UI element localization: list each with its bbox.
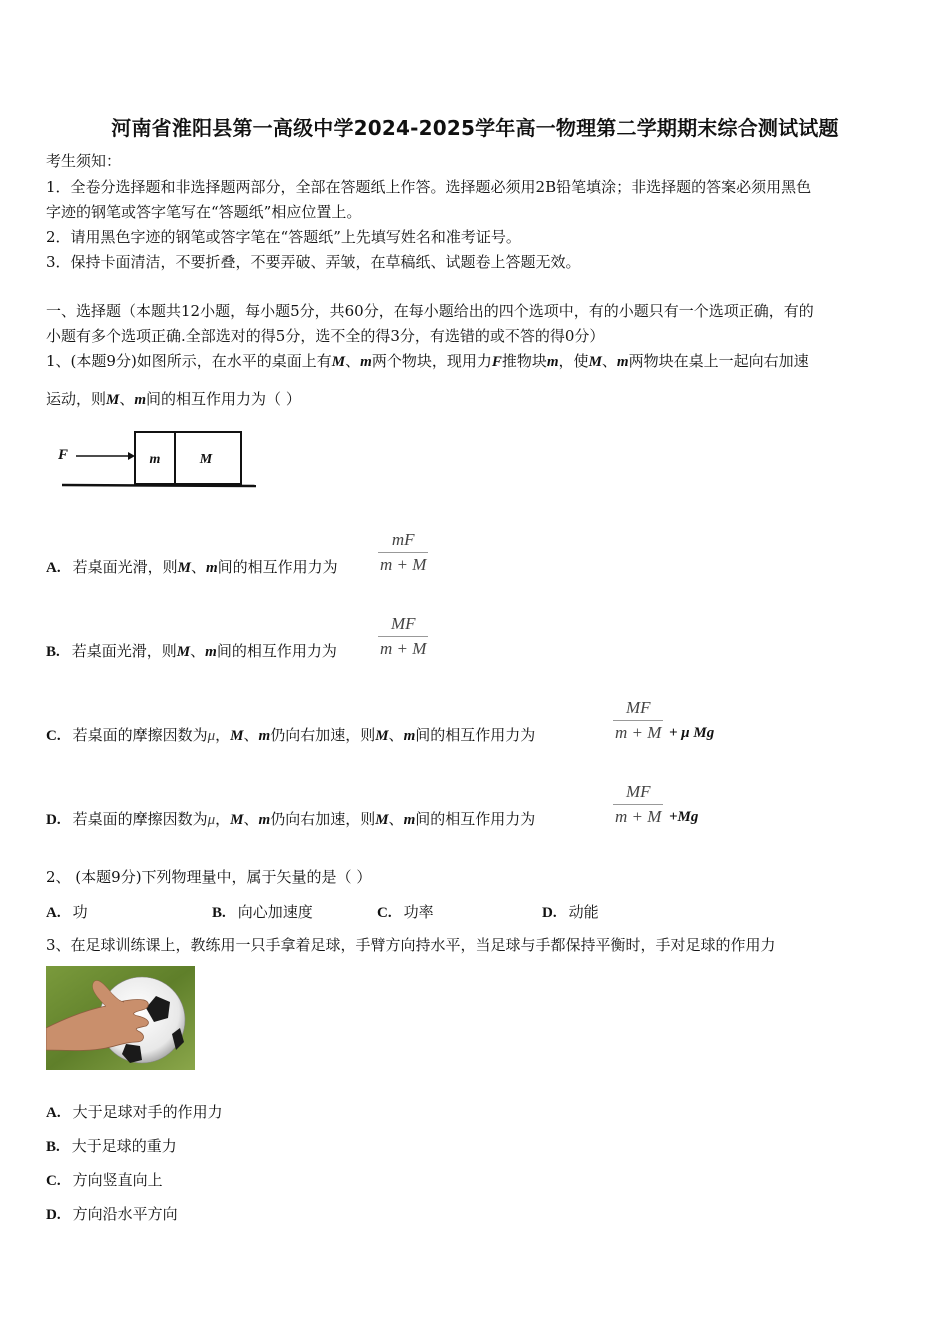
notice-item-1-cont: 字迹的钢笔或答字笔写在“答题纸”相应位置上。 [46, 203, 362, 221]
page-title: 河南省淮阳县第一高级中学2024-2025学年高一物理第二学期期末综合测试试题 [111, 116, 839, 140]
blocks-force-diagram [56, 424, 266, 494]
q2-stem: 2、 (本题9分)下列物理量中，属于矢量的是（ ） [46, 868, 372, 886]
section-heading: 一、选择题（本题共12小题，每小题5分，共60分，在每小题给出的四个选项中，有的小题只有一个选项正确，有的 [46, 302, 814, 320]
q2-option-c: C. 功率 [377, 903, 434, 921]
notice-item-3: 3．保持卡面清洁，不要折叠，不要弄破、弄皱，在草稿纸、试题卷上答题无效。 [46, 253, 581, 271]
force-label: F [58, 447, 69, 463]
q3-option-b: B. 大于足球的重力 [46, 1137, 177, 1155]
q3-option-c: C. 方向竖直向上 [46, 1171, 163, 1189]
q2-option-d: D. 动能 [542, 903, 599, 921]
q2-option-a: A. 功 [46, 903, 88, 921]
force-arrow-head [128, 452, 135, 460]
q3-option-d: D. 方向沿水平方向 [46, 1205, 178, 1223]
q1-option-d-tail: +Mg [669, 809, 699, 825]
q1-option-a: A. 若桌面光滑，则M、m间的相互作用力为 [46, 558, 338, 576]
notice-item-1: 1．全卷分选择题和非选择题两部分，全部在答题纸上作答。选择题必须用2B铅笔填涂；非选择题的答案必须用黑色 [46, 178, 812, 196]
q1-option-b-fraction: MF m + M [380, 614, 427, 658]
q1-option-b: B. 若桌面光滑，则M、m间的相互作用力为 [46, 642, 337, 660]
q3-option-a: A. 大于足球对手的作用力 [46, 1103, 223, 1121]
notice-item-2: 2．请用黑色字迹的钢笔或答字笔在“答题纸”上先填写姓名和准考证号。 [46, 228, 521, 246]
q2-option-b: B. 向心加速度 [212, 903, 313, 921]
block-m-label: m [149, 452, 161, 467]
q1-stem-line2: 运动，则M、m间的相互作用力为（ ） [46, 390, 301, 408]
section-heading-cont: 小题有多个选项正确.全部选对的得5分，选不全的得3分，有选错的或不答的得0分） [46, 327, 605, 345]
q1-option-c-fraction: MF m + M [615, 698, 662, 742]
q1-option-c-tail: + μ Mg [669, 725, 715, 741]
q3-stem: 3、在足球训练课上，教练用一只手拿着足球，手臂方向持水平，当足球与手都保持平衡时，手对足球的作用力 [46, 936, 776, 954]
q1-stem-line1: 1、(本题9分)如图所示，在水平的桌面上有M、m两个物块，现用力F推物块m，使M、m两物块在桌上一起向右加速 [46, 352, 809, 370]
notice-heading: 考生须知： [46, 152, 122, 170]
block-M-label: M [199, 452, 213, 467]
hand-holding-football-photo [46, 966, 195, 1070]
q1-option-d-fraction: MF m + M [615, 782, 662, 826]
table-surface [62, 485, 256, 486]
q1-option-d: D. 若桌面的摩擦因数为μ，M、m仍向右加速，则M、m间的相互作用力为 [46, 810, 536, 828]
q1-option-a-fraction: mF m + M [380, 530, 427, 574]
q1-option-c: C. 若桌面的摩擦因数为μ，M、m仍向右加速，则M、m间的相互作用力为 [46, 726, 536, 744]
